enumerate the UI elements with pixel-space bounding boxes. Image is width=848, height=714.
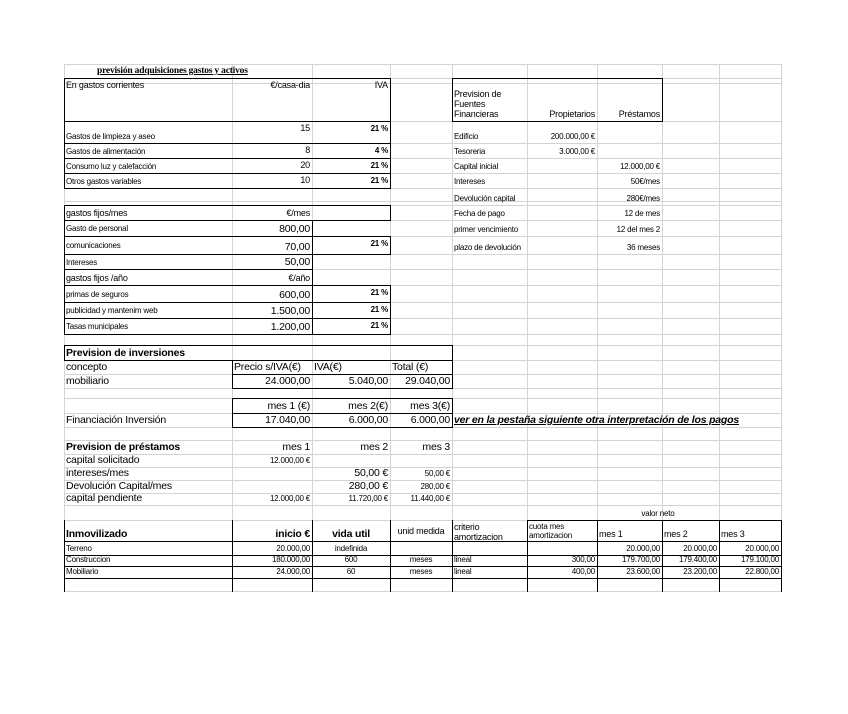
gridline <box>312 318 313 335</box>
gridline <box>390 520 391 592</box>
gridline <box>662 520 663 592</box>
gridline <box>312 318 391 319</box>
table-cell: 400,00 <box>571 567 595 576</box>
gridline <box>64 302 313 303</box>
row-label: Fecha de pago <box>454 209 505 218</box>
row-iva: 21 % <box>370 176 388 185</box>
table-cell: 179.700,00 <box>621 555 660 564</box>
gridline <box>390 205 391 221</box>
table-cell: 180.000,00 <box>271 555 310 564</box>
gridline <box>64 121 391 122</box>
month-header: mes 3(€) <box>410 400 450 412</box>
gridline <box>64 205 391 206</box>
gridline <box>232 398 233 414</box>
gridline <box>64 505 782 506</box>
table-header: Total (€) <box>392 361 429 373</box>
gridline <box>452 345 453 361</box>
gridline <box>64 121 65 144</box>
row-iva: 21 % <box>370 288 388 297</box>
gridline <box>597 520 598 592</box>
header-gastos-corrientes: En gastos corrientes <box>66 80 145 90</box>
row-label: Tasas municipales <box>66 322 128 331</box>
table-header: mes 2 <box>664 529 688 539</box>
table-cell: mobiliario <box>66 375 109 387</box>
section-unit: €/mes <box>286 208 310 218</box>
gridline <box>452 360 453 375</box>
gridline <box>527 520 782 521</box>
gridline <box>312 236 391 237</box>
valor-neto-label: valor neto <box>641 509 675 518</box>
table-cell: 5.040,00 <box>348 375 388 387</box>
table-cell: 20.000,00 <box>626 544 660 553</box>
table-cell: Mobiliario <box>66 567 99 576</box>
table-cell: 23.200,00 <box>683 567 717 576</box>
gridline <box>64 158 391 159</box>
gridline <box>390 143 391 159</box>
gridline <box>312 285 313 303</box>
row-value: 280,00 € <box>420 482 450 491</box>
row-iva: 21 % <box>370 124 388 133</box>
table-cell: 29.040,00 <box>405 375 450 387</box>
gridline <box>64 254 313 255</box>
gridline <box>64 318 65 335</box>
gridline <box>452 78 453 122</box>
row-label: Edificio <box>454 132 479 141</box>
table-cell: 20.000,00 <box>276 544 310 553</box>
row-value: 15 <box>300 123 310 133</box>
gridline <box>64 285 65 303</box>
table-cell: 600 <box>344 555 358 564</box>
gridline <box>64 173 65 189</box>
gridline <box>232 520 233 592</box>
row-value: 600,00 <box>279 289 310 301</box>
row-value: 12.000,00 € <box>269 456 310 465</box>
gridline <box>452 398 453 414</box>
row-value: 50€/mes <box>630 177 660 186</box>
gridline <box>390 236 391 255</box>
table-cell: 22.800,00 <box>745 567 779 576</box>
gridline <box>312 302 391 303</box>
row-label: Intereses <box>454 177 486 186</box>
row-value: 12.000,00 € <box>269 494 310 503</box>
table-header: vida util <box>332 528 370 540</box>
gridline <box>64 541 782 542</box>
table-cell: 24.000,00 <box>276 567 310 576</box>
table-header: Inmovilizado <box>66 528 128 540</box>
row-label: Gasto de personal <box>66 224 128 233</box>
gridline <box>64 158 65 174</box>
row-value: 280,00 € <box>348 480 388 492</box>
row-label: primas de seguros <box>66 290 129 299</box>
financ-label: Financiación Inversión <box>66 414 167 426</box>
header-iva: IVA <box>374 80 388 90</box>
table-cell: 179.400,00 <box>678 555 717 564</box>
row-value: 1.500,00 <box>270 305 310 317</box>
gridline <box>64 591 782 592</box>
gridline <box>64 205 65 221</box>
gridline <box>64 345 65 361</box>
gridline <box>64 334 313 335</box>
gridline <box>452 78 663 79</box>
gridline <box>64 220 65 237</box>
table-header: concepto <box>66 361 108 373</box>
row-value: 8 <box>305 145 310 155</box>
gridline <box>452 121 663 122</box>
row-value: 280€/mes <box>626 194 660 203</box>
table-cell: indefinida <box>334 544 368 553</box>
gridline <box>64 520 65 592</box>
gridline <box>312 520 313 592</box>
row-label: capital pendiente <box>66 492 142 504</box>
row-value: 36 meses <box>626 243 660 252</box>
gridline <box>312 334 391 335</box>
gridline <box>64 143 391 144</box>
gridline <box>312 285 391 286</box>
table-cell: 20.000,00 <box>683 544 717 553</box>
gridline <box>527 64 528 592</box>
sheet-title: previsión adquisiciones gastos y activos <box>97 66 248 76</box>
gridline <box>64 285 313 286</box>
gridline <box>64 201 782 202</box>
row-label: intereses/mes <box>66 467 129 479</box>
gridline <box>662 78 663 122</box>
table-header: cuota mes amortizacion <box>529 522 572 540</box>
gridline <box>312 236 313 255</box>
section-label: gastos fijos /año <box>66 273 128 283</box>
table-cell: Construccion <box>66 555 111 564</box>
table-header: mes 1 <box>599 529 623 539</box>
row-label: Devolución capital <box>454 194 516 203</box>
gridline <box>64 236 65 255</box>
gridline <box>719 520 720 592</box>
row-iva: 21 % <box>370 305 388 314</box>
section-label: gastos fijos/mes <box>66 208 128 218</box>
section-title: Prevision de Fuentes Financieras <box>454 89 502 119</box>
table-cell: meses <box>409 555 433 564</box>
table-header: inicio € <box>275 528 310 540</box>
gridline <box>452 413 453 428</box>
table-header: Precio s/IVA(€) <box>234 361 301 373</box>
gridline <box>64 254 65 270</box>
table-cell: meses <box>409 567 433 576</box>
financ-value: 6.000,00 <box>348 414 388 426</box>
row-label: primer vencimiento <box>454 225 518 234</box>
section-title: Prevision de préstamos <box>66 441 181 453</box>
table-header: IVA(€) <box>314 361 342 373</box>
gridline <box>64 269 65 286</box>
row-iva: 21 % <box>370 161 388 170</box>
table-cell: 23.600,00 <box>626 567 660 576</box>
gridline <box>390 318 391 335</box>
table-cell: lineal <box>454 555 472 564</box>
row-value: 20 <box>300 160 310 170</box>
gridline <box>232 388 453 389</box>
row-value: 11.440,00 € <box>410 494 450 503</box>
row-value: 12 del mes 2 <box>616 225 660 234</box>
gridline <box>64 64 782 65</box>
gridline <box>64 302 65 319</box>
month-header: mes 1 <box>282 441 310 453</box>
gridline <box>312 220 313 237</box>
gridline <box>390 158 391 174</box>
gridline <box>390 78 391 122</box>
gridline <box>64 78 65 122</box>
gridline <box>452 374 453 389</box>
table-cell: 20.000,00 <box>745 544 779 553</box>
gridline <box>781 520 782 592</box>
row-iva: 21 % <box>370 239 388 248</box>
row-value: 3.000,00 € <box>559 147 595 156</box>
table-cell: 300,00 <box>571 555 595 564</box>
gridline <box>390 285 391 303</box>
row-value: 50,00 <box>284 256 310 268</box>
gridline <box>64 188 391 189</box>
row-value: 12.000,00 € <box>619 162 660 171</box>
gridline <box>312 269 313 286</box>
section-unit: €/año <box>288 273 310 283</box>
gridline <box>597 64 598 592</box>
row-value: 50,00 € <box>424 469 450 478</box>
row-value: 800,00 <box>279 223 310 235</box>
header-unit: €/casa-dia <box>270 80 310 90</box>
gridline <box>64 220 313 221</box>
gridline <box>781 64 782 592</box>
row-value: 200.000,00 € <box>550 132 595 141</box>
table-header: Propietarios <box>549 109 595 119</box>
gridline <box>232 398 453 399</box>
month-header: mes 1 (€) <box>267 400 310 412</box>
note-link: ver en la pestaña siguiente otra interpretación de los pagos <box>454 414 739 426</box>
gridline <box>64 143 65 159</box>
gridline <box>64 345 453 346</box>
row-label: Otros gastos variables <box>66 177 142 186</box>
gridline <box>312 302 313 319</box>
row-value: 11.720,00 € <box>348 494 388 503</box>
row-value: 1.200,00 <box>270 321 310 333</box>
gridline <box>232 360 233 375</box>
month-header: mes 2(€) <box>348 400 388 412</box>
table-cell: 179.100,00 <box>740 555 779 564</box>
table-header: unid medida <box>397 526 445 536</box>
gridline <box>232 413 233 428</box>
gridline <box>64 269 313 270</box>
gridline <box>452 64 453 592</box>
gridline <box>312 254 313 270</box>
row-label: Devolución Capital/mes <box>66 480 172 492</box>
financ-value: 6.000,00 <box>410 414 450 426</box>
gridline <box>390 121 391 144</box>
gridline <box>64 318 313 319</box>
month-header: mes 3 <box>422 441 450 453</box>
table-header: mes 3 <box>721 529 745 539</box>
row-value: 50,00 € <box>354 467 388 479</box>
row-value: 10 <box>300 175 310 185</box>
table-cell: 60 <box>346 567 356 576</box>
row-label: plazo de devolución <box>454 243 521 252</box>
row-label: publicidad y mantenim web <box>66 306 158 315</box>
row-label: Gastos de limpieza y aseo <box>66 132 155 141</box>
month-header: mes 2 <box>360 441 388 453</box>
row-value: 70,00 <box>284 241 310 253</box>
row-label: Intereses <box>66 258 98 267</box>
gridline <box>390 173 391 189</box>
gridline <box>390 302 391 319</box>
table-cell: Terreno <box>66 544 92 553</box>
gridline <box>64 236 313 237</box>
financ-value: 17.040,00 <box>265 414 310 426</box>
row-iva: 21 % <box>370 321 388 330</box>
gridline <box>64 173 391 174</box>
gridline <box>64 578 782 579</box>
row-iva: 4 % <box>374 146 388 155</box>
row-label: Gastos de alimentación <box>66 147 146 156</box>
gridline <box>64 78 391 79</box>
gridline <box>527 520 528 592</box>
row-label: Tesoreria <box>454 147 486 156</box>
table-cell: lineal <box>454 567 472 576</box>
gridline <box>719 64 720 592</box>
gridline <box>232 374 233 389</box>
gridline <box>312 254 391 255</box>
gridline <box>232 427 453 428</box>
row-label: capital solicitado <box>66 454 140 466</box>
table-header: criterio amortizacion <box>454 522 503 542</box>
row-value: 12 de mes <box>624 209 660 218</box>
table-header: Préstamos <box>618 109 660 119</box>
section-title: Prevision de inversiones <box>66 347 185 359</box>
row-label: comunicaciones <box>66 241 121 250</box>
row-label: Capital inicial <box>454 162 499 171</box>
gridline <box>452 520 453 592</box>
table-cell: 24.000,00 <box>265 375 310 387</box>
row-label: Consumo luz y calefacción <box>66 162 157 171</box>
